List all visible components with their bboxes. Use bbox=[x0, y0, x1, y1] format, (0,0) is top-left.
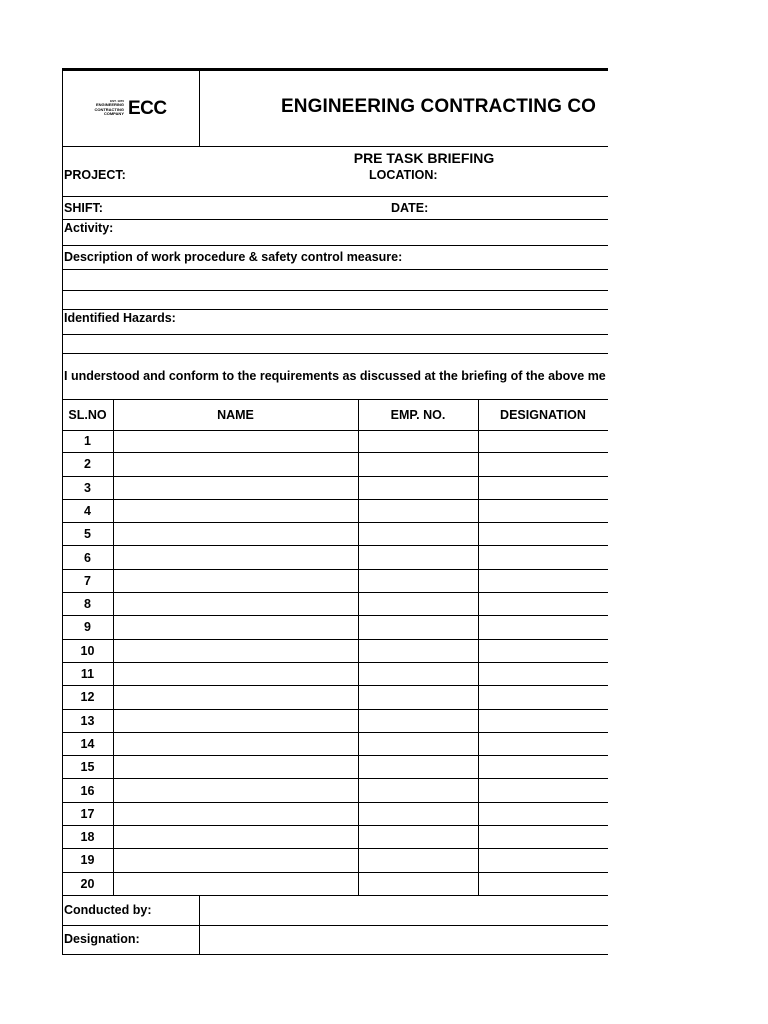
designation-cell[interactable] bbox=[479, 849, 608, 871]
table-row bbox=[62, 733, 608, 756]
name-cell[interactable] bbox=[114, 593, 358, 615]
name-cell[interactable] bbox=[114, 570, 358, 592]
designation-cell[interactable] bbox=[479, 686, 608, 708]
emp-no-cell[interactable] bbox=[359, 640, 478, 662]
column-header-designation: DESIGNATION bbox=[500, 408, 586, 422]
conducted-by-label: Conducted by: bbox=[64, 903, 152, 917]
emp-no-cell[interactable] bbox=[359, 733, 478, 755]
emp-no-cell[interactable] bbox=[359, 803, 478, 825]
row-number: 18 bbox=[80, 830, 95, 845]
table-row bbox=[62, 616, 608, 639]
table-row bbox=[62, 453, 608, 476]
designation-label: Designation: bbox=[64, 932, 140, 946]
designation-cell[interactable] bbox=[479, 570, 608, 592]
table-row bbox=[62, 500, 608, 523]
designation-cell[interactable] bbox=[479, 710, 608, 732]
designation-cell[interactable] bbox=[479, 430, 608, 452]
emp-no-cell[interactable] bbox=[359, 780, 478, 802]
date-label: DATE: bbox=[391, 201, 429, 215]
column-header-emp-no: EMP. NO. bbox=[390, 408, 446, 422]
row-number: 12 bbox=[80, 690, 95, 705]
table-row bbox=[62, 710, 608, 733]
table-row bbox=[62, 849, 608, 872]
emp-no-cell[interactable] bbox=[359, 663, 478, 685]
row-bottom-line bbox=[62, 895, 608, 896]
emp-no-cell[interactable] bbox=[359, 523, 478, 545]
name-cell[interactable] bbox=[114, 477, 358, 499]
top-border bbox=[62, 68, 608, 71]
row-number: 3 bbox=[84, 480, 91, 495]
hazards-label: Identified Hazards: bbox=[64, 311, 176, 325]
column-header-name: NAME bbox=[217, 408, 254, 422]
briefing-form-sheet bbox=[62, 68, 608, 955]
location-label: LOCATION: bbox=[369, 168, 438, 182]
emp-no-cell[interactable] bbox=[359, 430, 478, 452]
name-cell[interactable] bbox=[114, 756, 358, 778]
conducted-by-field[interactable] bbox=[200, 897, 608, 925]
hazards-line-1 bbox=[62, 334, 608, 335]
emp-no-cell[interactable] bbox=[359, 570, 478, 592]
project-row-line bbox=[62, 196, 608, 197]
shift-label: SHIFT: bbox=[64, 201, 103, 215]
company-name: ENGINEERING CONTRACTING CO bbox=[281, 96, 597, 117]
hazards-line-2 bbox=[62, 353, 608, 354]
designation-cell[interactable] bbox=[479, 803, 608, 825]
emp-no-cell[interactable] bbox=[359, 477, 478, 499]
row-number: 6 bbox=[84, 550, 91, 565]
emp-no-cell[interactable] bbox=[359, 849, 478, 871]
header-bottom-line bbox=[62, 146, 608, 147]
table-row bbox=[62, 780, 608, 803]
designation-cell[interactable] bbox=[479, 547, 608, 569]
description-label: Description of work procedure & safety control measure: bbox=[64, 250, 403, 264]
table-row bbox=[62, 640, 608, 663]
emp-no-cell[interactable] bbox=[359, 756, 478, 778]
description-line-1 bbox=[62, 269, 608, 270]
emp-no-cell[interactable] bbox=[359, 616, 478, 638]
row-number: 2 bbox=[84, 457, 91, 472]
emp-no-cell[interactable] bbox=[359, 500, 478, 522]
designation-cell[interactable] bbox=[479, 477, 608, 499]
designation-cell[interactable] bbox=[479, 663, 608, 685]
row-number: 20 bbox=[80, 876, 95, 891]
shift-row-line bbox=[62, 219, 608, 220]
name-cell[interactable] bbox=[114, 826, 358, 848]
designation-cell[interactable] bbox=[479, 826, 608, 848]
row-number: 17 bbox=[80, 806, 95, 821]
table-row bbox=[62, 686, 608, 709]
row-number: 9 bbox=[84, 620, 91, 635]
name-cell[interactable] bbox=[114, 430, 358, 452]
row-number: 7 bbox=[84, 573, 91, 588]
description-line-3 bbox=[62, 309, 608, 310]
name-cell[interactable] bbox=[114, 523, 358, 545]
table-row bbox=[62, 803, 608, 826]
emp-no-cell[interactable] bbox=[359, 547, 478, 569]
table-row bbox=[62, 547, 608, 570]
form-title: PRE TASK BRIEFING bbox=[353, 150, 495, 166]
name-cell[interactable] bbox=[114, 616, 358, 638]
row-number: 8 bbox=[84, 597, 91, 612]
logo-tagline: EST. 1970 ENGINEERING CONTRACTING COMPANY bbox=[94, 99, 124, 116]
column-header-sl-no: SL.NO bbox=[68, 408, 107, 422]
designation-cell[interactable] bbox=[479, 733, 608, 755]
table-row bbox=[62, 593, 608, 616]
name-cell[interactable] bbox=[114, 640, 358, 662]
row-number: 4 bbox=[84, 503, 91, 518]
emp-no-cell[interactable] bbox=[359, 873, 478, 895]
row-number: 15 bbox=[80, 760, 95, 775]
logo-mark: ECC bbox=[128, 98, 167, 119]
acknowledgement-text: I understood and conform to the requirements as discussed at the briefing of the above me bbox=[64, 369, 606, 383]
row-number: 13 bbox=[80, 713, 95, 728]
table-row bbox=[62, 663, 608, 686]
logo-cell-divider bbox=[199, 68, 200, 146]
table-row bbox=[62, 826, 608, 849]
table-row bbox=[62, 873, 608, 896]
designation-cell[interactable] bbox=[479, 500, 608, 522]
table-row bbox=[62, 430, 608, 453]
emp-no-cell[interactable] bbox=[359, 453, 478, 475]
emp-no-cell[interactable] bbox=[359, 710, 478, 732]
designation-cell[interactable] bbox=[479, 453, 608, 475]
designation-field[interactable] bbox=[200, 926, 608, 954]
row-number: 19 bbox=[80, 853, 95, 868]
name-cell[interactable] bbox=[114, 547, 358, 569]
company-logo bbox=[80, 98, 190, 120]
table-row bbox=[62, 756, 608, 779]
name-cell[interactable] bbox=[114, 849, 358, 871]
project-label: PROJECT: bbox=[64, 168, 126, 182]
emp-no-cell[interactable] bbox=[359, 593, 478, 615]
row-number: 14 bbox=[80, 736, 95, 751]
name-cell[interactable] bbox=[114, 780, 358, 802]
designation-cell[interactable] bbox=[479, 593, 608, 615]
designation-cell[interactable] bbox=[479, 616, 608, 638]
row-number: 11 bbox=[80, 667, 95, 681]
row-number: 16 bbox=[80, 783, 95, 798]
row-number: 5 bbox=[84, 527, 91, 542]
name-cell[interactable] bbox=[114, 500, 358, 522]
name-cell[interactable] bbox=[114, 686, 358, 708]
emp-no-cell[interactable] bbox=[359, 826, 478, 848]
name-cell[interactable] bbox=[114, 803, 358, 825]
form-bottom-line bbox=[62, 954, 608, 955]
name-cell[interactable] bbox=[114, 873, 358, 895]
row-number: 1 bbox=[84, 434, 91, 448]
row-number: 10 bbox=[80, 643, 95, 658]
activity-label: Activity: bbox=[64, 221, 114, 235]
name-cell[interactable] bbox=[114, 710, 358, 732]
designation-cell[interactable] bbox=[479, 640, 608, 662]
designation-cell[interactable] bbox=[479, 523, 608, 545]
name-cell[interactable] bbox=[114, 663, 358, 685]
table-row bbox=[62, 570, 608, 593]
designation-cell[interactable] bbox=[479, 780, 608, 802]
designation-cell[interactable] bbox=[479, 756, 608, 778]
table-row bbox=[62, 523, 608, 546]
name-cell[interactable] bbox=[114, 733, 358, 755]
name-cell[interactable] bbox=[114, 453, 358, 475]
emp-no-cell[interactable] bbox=[359, 686, 478, 708]
activity-row-line bbox=[62, 245, 608, 246]
table-row bbox=[62, 477, 608, 500]
designation-cell[interactable] bbox=[479, 873, 608, 895]
description-line-2 bbox=[62, 290, 608, 291]
